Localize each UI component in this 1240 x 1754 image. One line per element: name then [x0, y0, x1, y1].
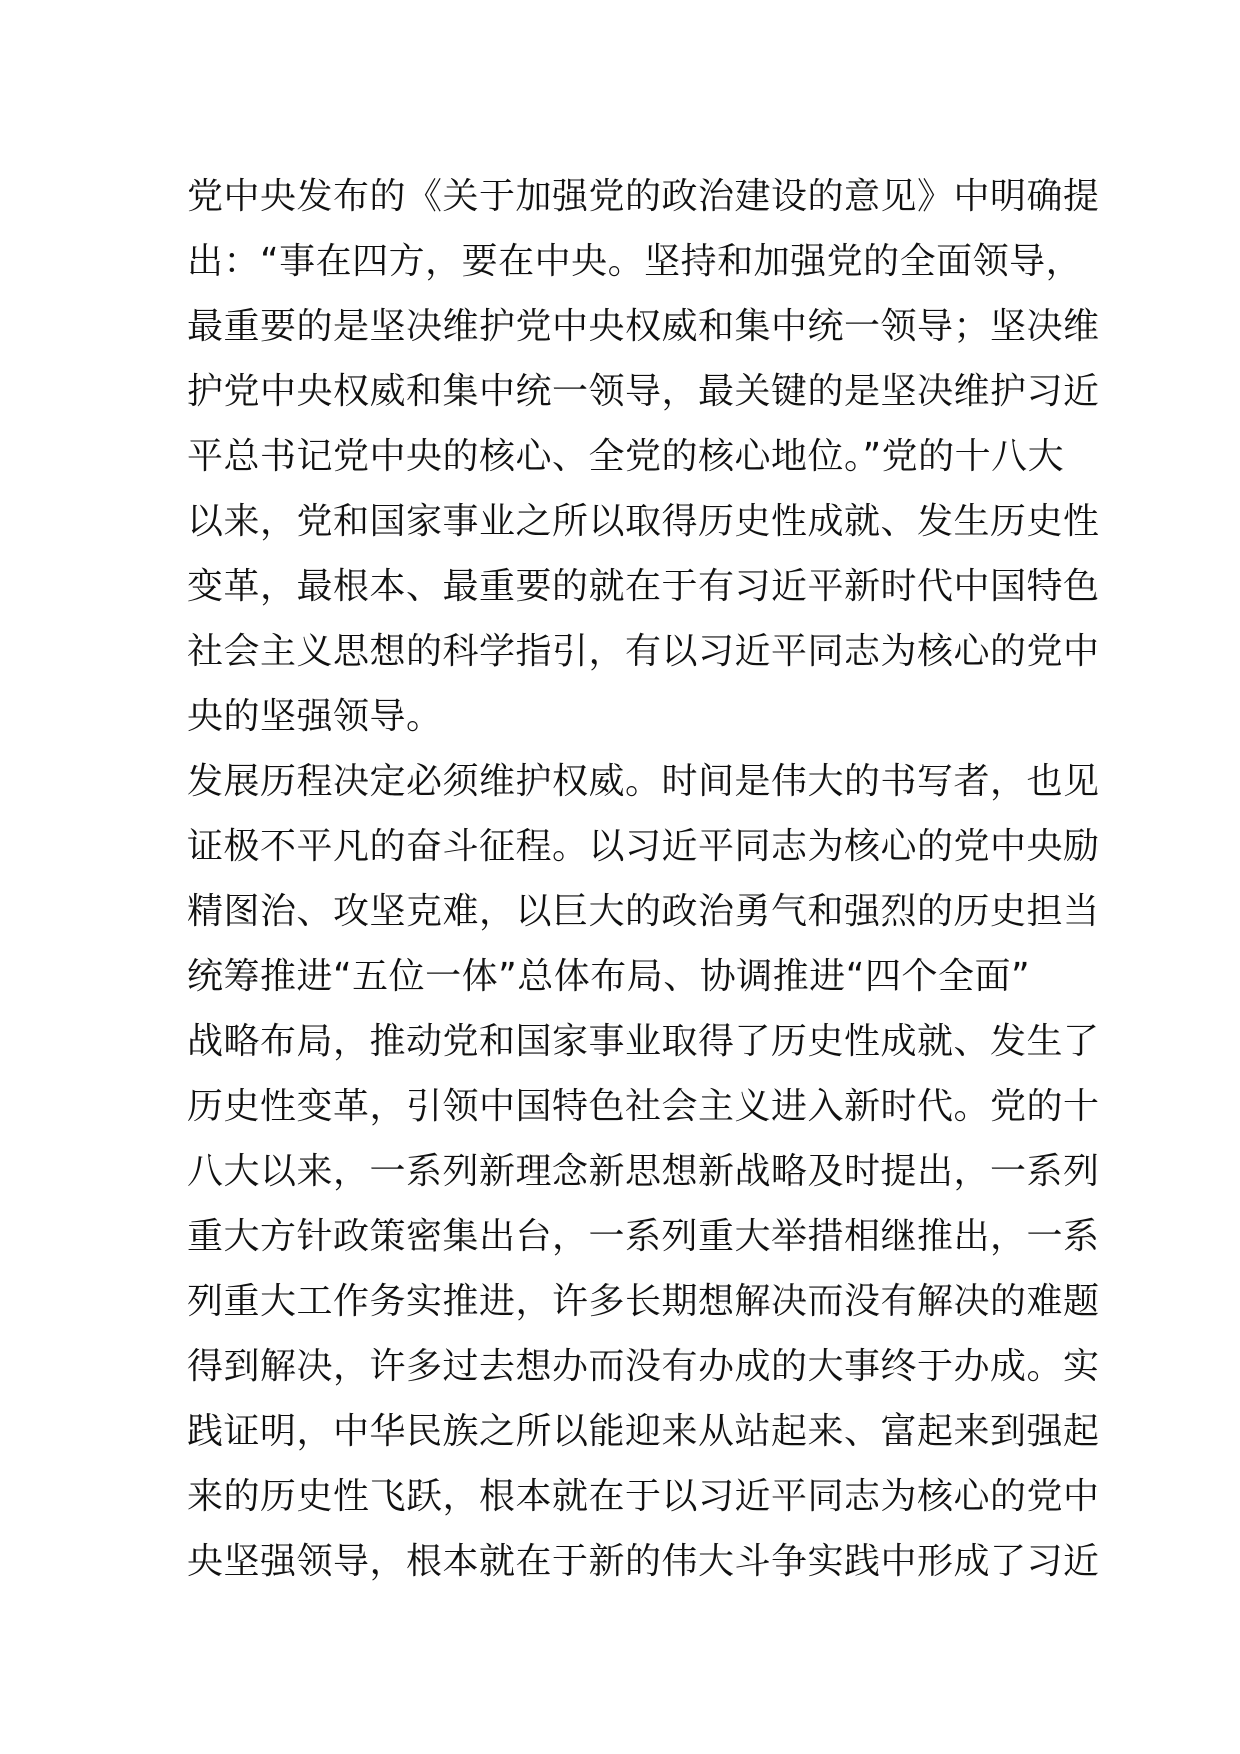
body-text	[187, 164, 1100, 1594]
text-line: 历史性变革，引领中国特色社会主义进入新时代。党的十	[187, 1086, 1100, 1127]
text-line: 党中央发布的《关于加强党的政治建设的意见》中明确提	[187, 176, 1100, 217]
text-line: 践证明，中华民族之所以能迎来从站起来、富起来到强起	[187, 1411, 1100, 1452]
text-line: 护党中央权威和集中统一领导，最关键的是坚决维护习近	[187, 371, 1100, 412]
text-line: 发展历程决定必须维护权威。时间是伟大的书写者，也见	[187, 761, 1100, 802]
text-line: 战略布局，推动党和国家事业取得了历史性成就、发生了	[187, 1021, 1100, 1062]
text-line: 最重要的是坚决维护党中央权威和集中统一领导；坚决维	[187, 306, 1100, 347]
text-line: 八大以来，一系列新理念新思想新战略及时提出，一系列	[187, 1151, 1100, 1192]
text-line: 央的坚强领导。	[187, 696, 443, 737]
text-line: 出：“事在四方，要在中央。坚持和加强党的全面领导，	[187, 241, 1083, 282]
text-line: 以来，党和国家事业之所以取得历史性成就、发生历史性	[187, 501, 1100, 542]
text-line: 变革，最根本、最重要的就在于有习近平新时代中国特色	[187, 566, 1100, 607]
text-line: 精图治、攻坚克难，以巨大的政治勇气和强烈的历史担当	[187, 891, 1100, 932]
text-line: 统筹推进“五位一体”总体布局、协调推进“四个全面”	[187, 956, 1031, 997]
text-line: 证极不平凡的奋斗征程。以习近平同志为核心的党中央励	[187, 826, 1100, 867]
text-line: 来的历史性飞跃，根本就在于以习近平同志为核心的党中	[187, 1476, 1100, 1517]
text-line: 重大方针政策密集出台，一系列重大举措相继推出，一系	[187, 1216, 1100, 1257]
text-line: 社会主义思想的科学指引，有以习近平同志为核心的党中	[187, 631, 1100, 672]
text-line: 得到解决，许多过去想办而没有办成的大事终于办成。实	[187, 1346, 1100, 1387]
text-line: 列重大工作务实推进，许多长期想解决而没有解决的难题	[187, 1281, 1100, 1322]
text-line: 平总书记党中央的核心、全党的核心地位。”党的十八大	[187, 436, 1065, 477]
text-line: 央坚强领导，根本就在于新的伟大斗争实践中形成了习近	[187, 1541, 1100, 1582]
